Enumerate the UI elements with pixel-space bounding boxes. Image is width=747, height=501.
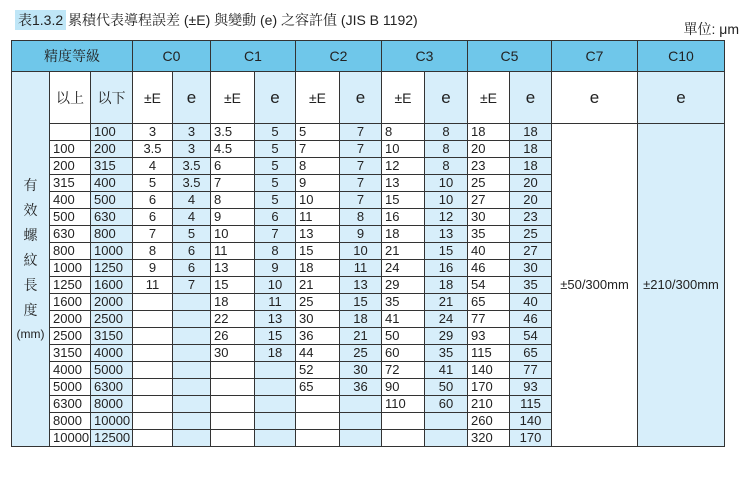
E-value-cell xyxy=(133,294,173,311)
e-value-cell: 11 xyxy=(340,260,382,277)
E-value-cell xyxy=(133,345,173,362)
e-value-cell: 5 xyxy=(255,192,296,209)
e-value-cell: 77 xyxy=(510,362,552,379)
E-value-cell xyxy=(133,379,173,396)
c5-e-header: e xyxy=(510,72,552,124)
E-value-cell: 20 xyxy=(468,141,510,158)
e-value-cell: 5 xyxy=(255,175,296,192)
length-above-cell: 1600 xyxy=(50,294,91,311)
e-value-cell: 25 xyxy=(510,226,552,243)
E-value-cell: 11 xyxy=(296,209,340,226)
E-value-cell xyxy=(133,396,173,413)
length-below-cell: 315 xyxy=(91,158,133,175)
e-value-cell: 18 xyxy=(510,141,552,158)
unit-label: 單位: μm xyxy=(683,21,739,37)
E-value-cell: 115 xyxy=(468,345,510,362)
E-value-cell: 65 xyxy=(296,379,340,396)
E-value-cell: 65 xyxy=(468,294,510,311)
E-value-cell xyxy=(133,362,173,379)
length-above-cell: 400 xyxy=(50,192,91,209)
e-value-cell: 9 xyxy=(340,226,382,243)
e-value-cell: 5 xyxy=(173,226,211,243)
E-value-cell: 210 xyxy=(468,396,510,413)
E-value-cell: 13 xyxy=(296,226,340,243)
e-value-cell: 27 xyxy=(510,243,552,260)
e-value-cell: 7 xyxy=(255,226,296,243)
table-caption xyxy=(6,6,741,37)
grade-c2: C2 xyxy=(296,41,382,72)
c0-e-header: e xyxy=(173,72,211,124)
length-below-cell: 1000 xyxy=(91,243,133,260)
length-below-cell: 6300 xyxy=(91,379,133,396)
e-value-cell: 13 xyxy=(425,226,468,243)
E-value-cell: 11 xyxy=(133,277,173,294)
E-value-cell: 5 xyxy=(296,124,340,141)
e-value-cell: 18 xyxy=(340,311,382,328)
e-value-cell: 36 xyxy=(340,379,382,396)
e-value-cell: 10 xyxy=(425,175,468,192)
e-value-cell: 15 xyxy=(340,294,382,311)
E-value-cell: 18 xyxy=(382,226,425,243)
length-below-cell: 2000 xyxy=(91,294,133,311)
grade-c5: C5 xyxy=(468,41,552,72)
length-above-cell: 10000 xyxy=(50,430,91,447)
e-value-cell: 6 xyxy=(255,209,296,226)
length-below-cell: 500 xyxy=(91,192,133,209)
E-value-cell: 4.5 xyxy=(211,141,255,158)
E-value-cell: 35 xyxy=(382,294,425,311)
length-above-cell: 500 xyxy=(50,209,91,226)
e-value-cell xyxy=(173,379,211,396)
length-below-cell: 10000 xyxy=(91,413,133,430)
E-value-cell: 52 xyxy=(296,362,340,379)
E-value-cell: 30 xyxy=(211,345,255,362)
E-value-cell xyxy=(133,328,173,345)
e-value-cell xyxy=(173,413,211,430)
E-value-cell: 50 xyxy=(382,328,425,345)
length-above-cell: 8000 xyxy=(50,413,91,430)
e-value-cell: 23 xyxy=(510,209,552,226)
E-value-cell xyxy=(296,396,340,413)
length-above-cell: 1000 xyxy=(50,260,91,277)
E-value-cell: 15 xyxy=(382,192,425,209)
E-value-cell: 3 xyxy=(133,124,173,141)
length-below-cell: 2500 xyxy=(91,311,133,328)
E-value-cell: 72 xyxy=(382,362,425,379)
E-value-cell xyxy=(211,413,255,430)
e-value-cell xyxy=(340,396,382,413)
E-value-cell: 260 xyxy=(468,413,510,430)
E-value-cell: 18 xyxy=(211,294,255,311)
e-value-cell xyxy=(173,362,211,379)
e-value-cell xyxy=(173,311,211,328)
length-label: 有 效 螺 紋 長 度 (mm) xyxy=(12,72,50,447)
e-value-cell: 20 xyxy=(510,192,552,209)
e-value-cell: 8 xyxy=(255,243,296,260)
length-above-cell: 6300 xyxy=(50,396,91,413)
e-value-cell: 3 xyxy=(173,141,211,158)
length-below-cell: 4000 xyxy=(91,345,133,362)
e-value-cell: 18 xyxy=(510,124,552,141)
table-number: 表1.3.2 xyxy=(15,10,66,30)
e-value-cell: 7 xyxy=(340,124,382,141)
c7-e-header: e xyxy=(552,72,638,124)
subheader-row xyxy=(12,72,725,124)
e-value-cell: 6 xyxy=(173,243,211,260)
length-below-cell: 1600 xyxy=(91,277,133,294)
E-value-cell xyxy=(211,396,255,413)
e-value-cell: 3.5 xyxy=(173,175,211,192)
length-above-cell xyxy=(50,124,91,141)
E-value-cell: 9 xyxy=(133,260,173,277)
e-value-cell: 18 xyxy=(255,345,296,362)
E-value-cell: 46 xyxy=(468,260,510,277)
e-value-cell: 13 xyxy=(340,277,382,294)
E-value-cell xyxy=(211,379,255,396)
E-value-cell: 25 xyxy=(296,294,340,311)
e-value-cell: 93 xyxy=(510,379,552,396)
length-above-cell: 1250 xyxy=(50,277,91,294)
E-value-cell: 24 xyxy=(382,260,425,277)
e-value-cell: 8 xyxy=(425,141,468,158)
E-value-cell xyxy=(211,362,255,379)
E-value-cell: 25 xyxy=(468,175,510,192)
c5-E-header: ±E xyxy=(468,72,510,124)
length-below-cell: 800 xyxy=(91,226,133,243)
e-value-cell: 4 xyxy=(173,209,211,226)
E-value-cell: 27 xyxy=(468,192,510,209)
c10-tolerance: ±210/300mm xyxy=(638,124,725,447)
E-value-cell: 30 xyxy=(296,311,340,328)
E-value-cell: 4 xyxy=(133,158,173,175)
E-value-cell: 77 xyxy=(468,311,510,328)
e-value-cell: 7 xyxy=(340,141,382,158)
length-above-cell: 315 xyxy=(50,175,91,192)
c3-E-header: ±E xyxy=(382,72,425,124)
e-value-cell: 13 xyxy=(255,311,296,328)
e-value-cell xyxy=(255,430,296,447)
e-value-cell xyxy=(425,413,468,430)
e-value-cell: 16 xyxy=(425,260,468,277)
E-value-cell: 110 xyxy=(382,396,425,413)
e-value-cell: 3 xyxy=(173,124,211,141)
E-value-cell: 9 xyxy=(211,209,255,226)
e-value-cell xyxy=(255,379,296,396)
table-row xyxy=(12,124,725,141)
e-value-cell xyxy=(255,396,296,413)
E-value-cell: 320 xyxy=(468,430,510,447)
length-below-cell: 1250 xyxy=(91,260,133,277)
e-value-cell: 21 xyxy=(340,328,382,345)
E-value-cell: 36 xyxy=(296,328,340,345)
E-value-cell: 8 xyxy=(211,192,255,209)
E-value-cell: 140 xyxy=(468,362,510,379)
grade-c7: C7 xyxy=(552,41,638,72)
E-value-cell: 22 xyxy=(211,311,255,328)
E-value-cell: 10 xyxy=(211,226,255,243)
length-below-cell: 5000 xyxy=(91,362,133,379)
e-value-cell xyxy=(173,294,211,311)
e-value-cell: 24 xyxy=(425,311,468,328)
e-value-cell: 170 xyxy=(510,430,552,447)
E-value-cell: 29 xyxy=(382,277,425,294)
grade-c3: C3 xyxy=(382,41,468,72)
grade-c1: C1 xyxy=(211,41,296,72)
E-value-cell: 60 xyxy=(382,345,425,362)
e-value-cell: 35 xyxy=(425,345,468,362)
E-value-cell xyxy=(133,413,173,430)
e-value-cell: 115 xyxy=(510,396,552,413)
E-value-cell: 8 xyxy=(296,158,340,175)
header-row xyxy=(12,41,725,72)
length-above-cell: 5000 xyxy=(50,379,91,396)
e-value-cell: 7 xyxy=(340,192,382,209)
e-value-cell: 4 xyxy=(173,192,211,209)
length-below-cell: 12500 xyxy=(91,430,133,447)
e-value-cell xyxy=(340,430,382,447)
below-header: 以下 xyxy=(91,72,133,124)
e-value-cell: 8 xyxy=(340,209,382,226)
length-below-cell: 200 xyxy=(91,141,133,158)
e-value-cell: 9 xyxy=(255,260,296,277)
e-value-cell xyxy=(173,430,211,447)
E-value-cell: 40 xyxy=(468,243,510,260)
e-value-cell xyxy=(173,345,211,362)
e-value-cell: 12 xyxy=(425,209,468,226)
E-value-cell: 8 xyxy=(382,124,425,141)
e-value-cell: 18 xyxy=(510,158,552,175)
e-value-cell: 10 xyxy=(255,277,296,294)
e-value-cell xyxy=(255,413,296,430)
e-value-cell: 11 xyxy=(255,294,296,311)
length-above-cell: 3150 xyxy=(50,345,91,362)
e-value-cell: 10 xyxy=(425,192,468,209)
e-value-cell xyxy=(255,362,296,379)
c3-e-header: e xyxy=(425,72,468,124)
E-value-cell: 10 xyxy=(296,192,340,209)
E-value-cell: 93 xyxy=(468,328,510,345)
e-value-cell xyxy=(173,328,211,345)
length-above-cell: 800 xyxy=(50,243,91,260)
e-value-cell: 41 xyxy=(425,362,468,379)
e-value-cell xyxy=(173,396,211,413)
length-below-cell: 3150 xyxy=(91,328,133,345)
E-value-cell: 5 xyxy=(133,175,173,192)
E-value-cell xyxy=(133,430,173,447)
e-value-cell: 7 xyxy=(340,158,382,175)
e-value-cell: 40 xyxy=(510,294,552,311)
e-value-cell: 18 xyxy=(425,277,468,294)
e-value-cell: 5 xyxy=(255,158,296,175)
c10-e-header: e xyxy=(638,72,725,124)
above-header: 以上 xyxy=(50,72,91,124)
e-value-cell: 3.5 xyxy=(173,158,211,175)
E-value-cell: 7 xyxy=(296,141,340,158)
E-value-cell: 26 xyxy=(211,328,255,345)
E-value-cell: 7 xyxy=(211,175,255,192)
E-value-cell: 13 xyxy=(211,260,255,277)
length-above-cell: 4000 xyxy=(50,362,91,379)
e-value-cell: 5 xyxy=(255,124,296,141)
length-below-cell: 100 xyxy=(91,124,133,141)
grade-c0: C0 xyxy=(133,41,211,72)
length-above-cell: 200 xyxy=(50,158,91,175)
E-value-cell: 41 xyxy=(382,311,425,328)
c2-e-header: e xyxy=(340,72,382,124)
e-value-cell: 35 xyxy=(510,277,552,294)
E-value-cell: 170 xyxy=(468,379,510,396)
e-value-cell: 6 xyxy=(173,260,211,277)
table-title: 累積代表導程誤差 (±E) 與變動 (e) 之容許值 (JIS B 1192) xyxy=(68,12,418,28)
E-value-cell: 21 xyxy=(296,277,340,294)
e-value-cell: 46 xyxy=(510,311,552,328)
E-value-cell: 7 xyxy=(133,226,173,243)
grade-header: 精度等級 xyxy=(12,41,133,72)
E-value-cell xyxy=(296,430,340,447)
tolerance-table xyxy=(11,40,725,447)
E-value-cell: 23 xyxy=(468,158,510,175)
e-value-cell: 29 xyxy=(425,328,468,345)
E-value-cell: 10 xyxy=(382,141,425,158)
length-above-cell: 100 xyxy=(50,141,91,158)
length-below-cell: 400 xyxy=(91,175,133,192)
E-value-cell: 54 xyxy=(468,277,510,294)
c7-tolerance: ±50/300mm xyxy=(552,124,638,447)
E-value-cell xyxy=(133,311,173,328)
E-value-cell: 30 xyxy=(468,209,510,226)
E-value-cell: 90 xyxy=(382,379,425,396)
e-value-cell: 54 xyxy=(510,328,552,345)
E-value-cell: 8 xyxy=(133,243,173,260)
E-value-cell: 21 xyxy=(382,243,425,260)
e-value-cell: 5 xyxy=(255,141,296,158)
length-below-cell: 8000 xyxy=(91,396,133,413)
c1-e-header: e xyxy=(255,72,296,124)
c2-E-header: ±E xyxy=(296,72,340,124)
E-value-cell: 11 xyxy=(211,243,255,260)
E-value-cell: 6 xyxy=(133,192,173,209)
e-value-cell: 60 xyxy=(425,396,468,413)
c0-E-header: ±E xyxy=(133,72,173,124)
length-above-cell: 2500 xyxy=(50,328,91,345)
E-value-cell: 3.5 xyxy=(211,124,255,141)
e-value-cell: 50 xyxy=(425,379,468,396)
e-value-cell xyxy=(425,430,468,447)
e-value-cell: 8 xyxy=(425,158,468,175)
E-value-cell: 15 xyxy=(296,243,340,260)
e-value-cell: 7 xyxy=(340,175,382,192)
e-value-cell: 65 xyxy=(510,345,552,362)
E-value-cell: 13 xyxy=(382,175,425,192)
e-value-cell: 20 xyxy=(510,175,552,192)
E-value-cell: 15 xyxy=(211,277,255,294)
E-value-cell: 6 xyxy=(211,158,255,175)
grade-c10: C10 xyxy=(638,41,725,72)
e-value-cell: 30 xyxy=(340,362,382,379)
e-value-cell: 15 xyxy=(255,328,296,345)
e-value-cell: 10 xyxy=(340,243,382,260)
E-value-cell: 35 xyxy=(468,226,510,243)
E-value-cell: 9 xyxy=(296,175,340,192)
E-value-cell: 44 xyxy=(296,345,340,362)
e-value-cell: 8 xyxy=(425,124,468,141)
e-value-cell: 15 xyxy=(425,243,468,260)
E-value-cell xyxy=(382,413,425,430)
E-value-cell xyxy=(211,430,255,447)
E-value-cell: 6 xyxy=(133,209,173,226)
e-value-cell: 21 xyxy=(425,294,468,311)
E-value-cell: 18 xyxy=(468,124,510,141)
e-value-cell: 140 xyxy=(510,413,552,430)
e-value-cell: 7 xyxy=(173,277,211,294)
E-value-cell: 12 xyxy=(382,158,425,175)
length-above-cell: 2000 xyxy=(50,311,91,328)
length-above-cell: 630 xyxy=(50,226,91,243)
E-value-cell: 18 xyxy=(296,260,340,277)
E-value-cell xyxy=(296,413,340,430)
e-value-cell: 30 xyxy=(510,260,552,277)
c1-E-header: ±E xyxy=(211,72,255,124)
E-value-cell: 16 xyxy=(382,209,425,226)
E-value-cell xyxy=(382,430,425,447)
length-below-cell: 630 xyxy=(91,209,133,226)
e-value-cell: 25 xyxy=(340,345,382,362)
e-value-cell xyxy=(340,413,382,430)
E-value-cell: 3.5 xyxy=(133,141,173,158)
